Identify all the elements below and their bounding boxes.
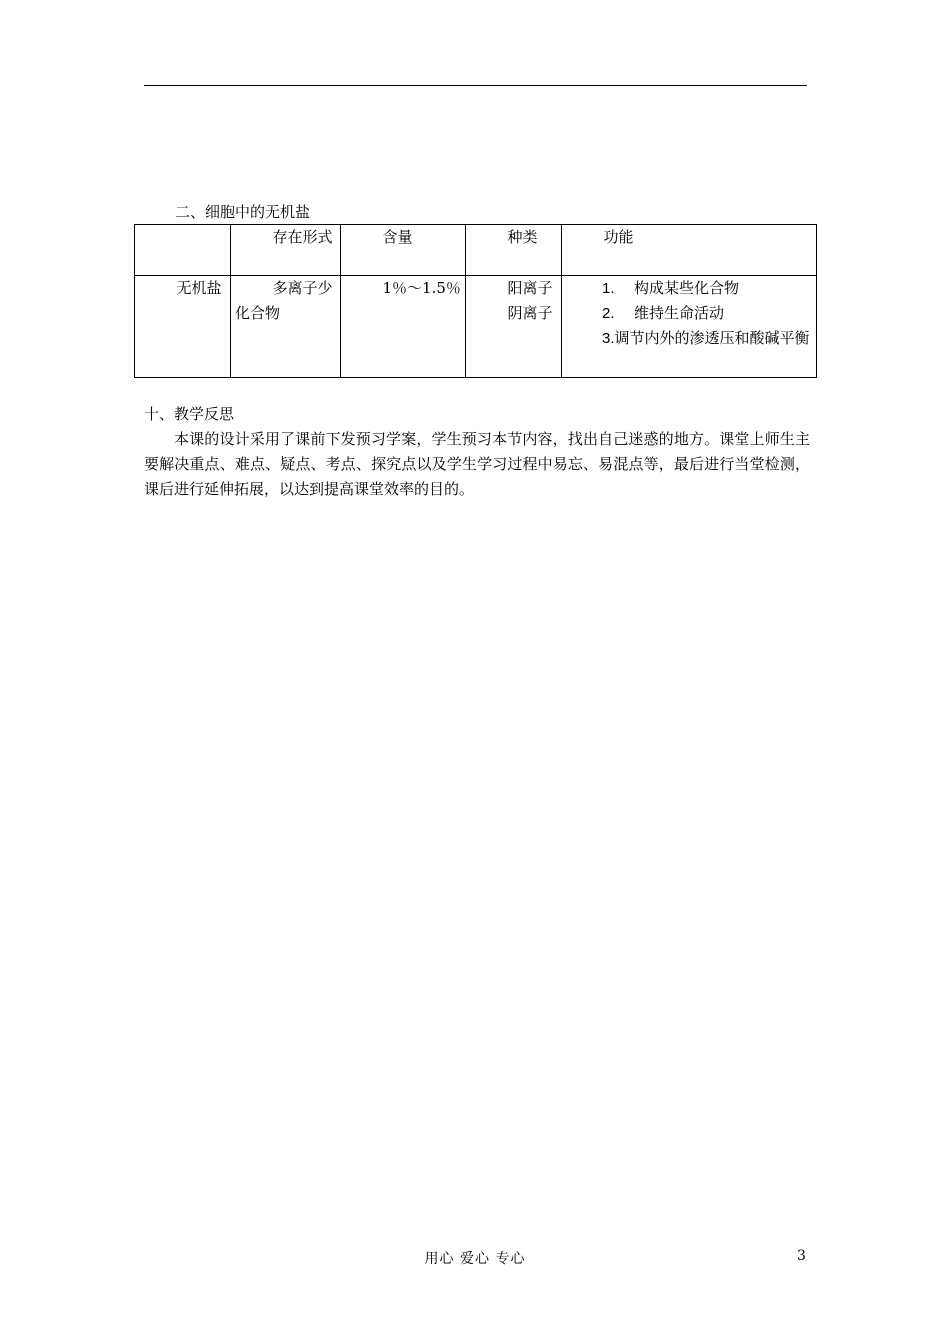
function-item-2: 2. 维持生命活动 [602, 304, 725, 322]
cell-name: 无机盐 [135, 276, 231, 378]
cell-content: 1％～1.5％ [341, 276, 466, 378]
type-anion: 阴离子 [507, 304, 553, 322]
header-cell-types: 种类 [466, 225, 562, 276]
function-item-1: 1. 构成某些化合物 [602, 279, 740, 297]
header-cell-content: 含量 [341, 225, 466, 276]
page-footer: 用心 爱心 专心 [424, 1251, 526, 1267]
header-rule [144, 85, 807, 86]
header-cell-form: 存在形式 [231, 225, 341, 276]
cell-types [466, 276, 562, 378]
inorganic-salt-table [134, 224, 817, 378]
cell-form: 多离子少化合物 [231, 276, 341, 378]
type-cation: 阳离子 [507, 279, 553, 297]
page-number: 3 [797, 1248, 806, 1264]
function-item-3: 3.调节内外的渗透压和酸碱平衡 [602, 329, 810, 347]
header-cell-blank [135, 225, 231, 276]
table-row [135, 276, 817, 378]
header-cell-function: 功能 [562, 225, 817, 276]
reflection-paragraph: 本课的设计采用了课前下发预习学案，学生预习本节内容，找出自己迷惑的地方。课堂上师生主要解决重点、难点、疑点、考点、探究点以及学生学习过程中易忘、易混点等，最后进行当堂检测，课后进行延伸拓展，以达到提高课堂效率的目的。 [144, 430, 810, 498]
reflection-heading: 十、教学反思 [144, 405, 235, 423]
table-header-row [135, 225, 817, 276]
section-heading: 二、细胞中的无机盐 [175, 203, 311, 221]
cell-functions [562, 276, 817, 378]
